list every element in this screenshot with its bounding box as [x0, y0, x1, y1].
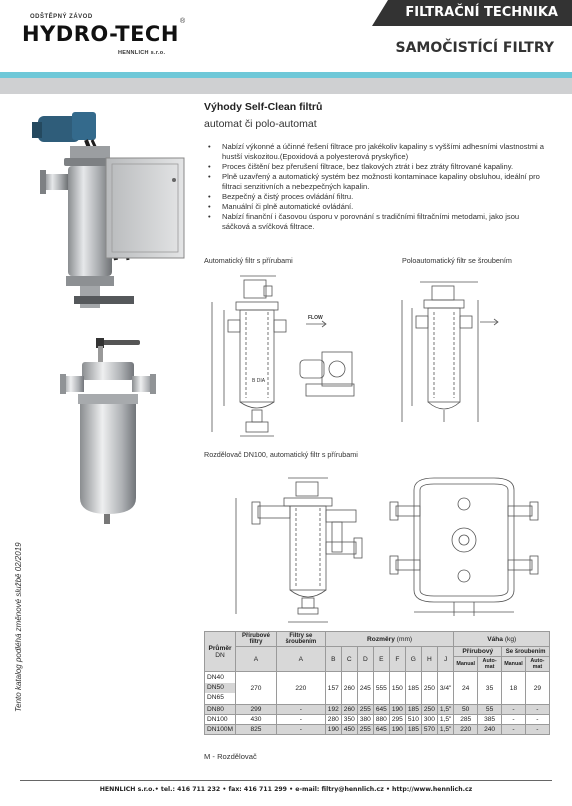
table-cell: DN100	[205, 715, 236, 725]
logo-company: HENNLICH s.r.o.	[118, 50, 166, 56]
table-cell: 50	[454, 705, 478, 715]
table-cell: -	[502, 705, 526, 715]
table-cell: 24	[454, 672, 478, 705]
table-cell: 185	[405, 672, 421, 705]
table-cell: 18	[502, 672, 526, 705]
table-cell: DN100M	[205, 725, 236, 735]
table-cell: 1,5"	[437, 715, 454, 725]
table-cell: 255	[357, 705, 373, 715]
header-prumer: Průměr	[208, 644, 232, 652]
table-cell: 280	[325, 715, 341, 725]
dn-value: DN40	[207, 674, 224, 681]
list-item: • Bezpečný a čistý proces ovládání filtru.	[208, 192, 548, 202]
list-item: • Nabízí výkonné a účinné řešení filtrace pro jakékoliv kapaliny s vyššími adhesními vlastnostmi a hustší viskozitou.(Epoxidová a polyesterová pryskyřice)	[208, 142, 548, 162]
header-dim: H	[421, 647, 437, 672]
table-cell: -	[525, 715, 549, 725]
header-dim: C	[341, 647, 357, 672]
caption-manifold: Rozdělovač DN100, automatický filtr s přírubami	[204, 450, 358, 459]
dimensions-table	[204, 631, 550, 735]
header-dim: J	[437, 647, 454, 672]
caption-automatic-filter: Automatický filtr s přírubami	[204, 256, 293, 265]
header-weight	[454, 632, 550, 647]
table-cell: 250	[421, 705, 437, 715]
manifold-note: M - Rozdělovač	[204, 752, 257, 761]
table-cell: -	[276, 725, 325, 735]
table-cell: 510	[405, 715, 421, 725]
table-cell: 220	[276, 672, 325, 705]
header-dim: E	[373, 647, 389, 672]
table-cell: 570	[421, 725, 437, 735]
table-cell: -	[525, 705, 549, 715]
table-cell: 185	[405, 725, 421, 735]
table-cell: 245	[357, 672, 373, 705]
table-cell: -	[276, 705, 325, 715]
list-item: • Manuální či plně automatické ovládání.	[208, 202, 548, 212]
table-cell: -	[502, 725, 526, 735]
header-flanged-filters: Přírubové filtry	[236, 632, 277, 647]
table-cell: 1,5"	[437, 725, 454, 735]
table-row	[205, 715, 550, 725]
table-cell: 260	[341, 705, 357, 715]
header-dimensions	[325, 632, 454, 647]
flow-label: FLOW	[308, 315, 323, 321]
page-title: SAMOČISTÍCÍ FILTRY	[395, 40, 554, 56]
dimensions-label: Rozměry	[367, 635, 395, 643]
table-cell: -	[525, 725, 549, 735]
semi-automatic-filter-drawing	[394, 272, 504, 442]
list-item: • Plně uzavřený a automatický systém bez možnosti kontaminace kapaliny obsluhou, ideální pro filtraci senzitivních a nebezpečných kapalin.	[208, 172, 548, 192]
table-cell: 260	[341, 672, 357, 705]
registered-mark: ®	[180, 18, 186, 25]
table-cell: 190	[325, 725, 341, 735]
header-automat: Auto-mat	[525, 657, 549, 672]
table-row	[205, 705, 550, 715]
logo-subtitle: ODŠTĚPNÝ ZÁVOD	[30, 14, 93, 20]
table-cell: 295	[389, 715, 405, 725]
catalog-revision-note: Tento katalog podléhá změnové službě 02/2019	[14, 542, 23, 712]
manifold-front-drawing	[228, 472, 378, 632]
header-dim: G	[405, 647, 421, 672]
table-cell: 285	[454, 715, 478, 725]
table-cell: 430	[236, 715, 277, 725]
caption-semi-automatic-filter: Poloautomatický filtr se šroubením	[402, 256, 512, 265]
diameter-label: B DIA	[252, 378, 266, 384]
table-cell: 350	[341, 715, 357, 725]
table-header	[205, 632, 236, 672]
table-cell: 555	[373, 672, 389, 705]
table-cell: 300	[421, 715, 437, 725]
list-item: • Nabízí finanční i časovou úsporu v porovnání s tradičními filtračními metodami, jako jsou sáčková a svíčková filtrace.	[208, 212, 548, 232]
table-cell: 385	[477, 715, 501, 725]
hydro-tech-logo	[22, 14, 192, 58]
manifold-side-drawing	[384, 470, 544, 620]
table-cell: 150	[389, 672, 405, 705]
header-gray-band	[0, 78, 572, 94]
table-cell: 645	[373, 725, 389, 735]
header-dim: B	[325, 647, 341, 672]
table-cell: 270	[236, 672, 277, 705]
footer-divider	[20, 780, 552, 781]
table-cell: 157	[325, 672, 341, 705]
header-a-threaded: A	[276, 647, 325, 672]
header-manual: Manual	[502, 657, 526, 672]
table-cell: 190	[389, 705, 405, 715]
header-dim: D	[357, 647, 373, 672]
table-row	[205, 672, 550, 705]
table-cell: 825	[236, 725, 277, 735]
list-item: • Proces čištění bez přerušení filtrace, bez tlakových ztrát i bez ztráty filtrované kapaliny.	[208, 162, 548, 172]
table-cell: DN80	[205, 705, 236, 715]
table-cell: 35	[477, 672, 501, 705]
weight-unit: (kg)	[504, 635, 517, 643]
semi-automatic-filter-photo	[58, 338, 168, 528]
benefits-list	[208, 142, 548, 232]
header-threaded-weight: Se šroubením	[502, 647, 550, 657]
automatic-filter-drawing	[206, 272, 376, 442]
logo-wordmark: HYDRO-TECH	[22, 22, 179, 46]
dn-value: DN65	[207, 694, 224, 701]
table-cell: 255	[357, 725, 373, 735]
table-cell: 192	[325, 705, 341, 715]
table-cell: 190	[389, 725, 405, 735]
benefits-subheading: automat či polo-automat	[204, 118, 317, 130]
table-cell: 880	[373, 715, 389, 725]
table-cell: 29	[525, 672, 549, 705]
header-dn: DN	[215, 651, 225, 659]
header-a-flanged: A	[236, 647, 277, 672]
automatic-filter-photo	[28, 110, 198, 320]
table-cell: 645	[373, 705, 389, 715]
table-cell: 1,5"	[437, 705, 454, 715]
benefits-heading: Výhody Self-Clean filtrů	[204, 101, 323, 113]
table-cell: 3/4"	[437, 672, 454, 705]
table-cell: 220	[454, 725, 478, 735]
table-cell: 299	[236, 705, 277, 715]
header-dim: F	[389, 647, 405, 672]
table-cell: 55	[477, 705, 501, 715]
dn-value: DN50	[205, 683, 235, 693]
table-cell: -	[276, 715, 325, 725]
table-row	[205, 725, 550, 735]
table-cell	[205, 672, 236, 705]
category-banner-title: FILTRAČNÍ TECHNIKA	[405, 5, 558, 20]
header-threaded-filters: Filtry se šroubením	[276, 632, 325, 647]
footer-contact: HENNLICH s.r.o.• tel.: 416 711 232 • fax: 416 711 299 • e-mail: filtry@hennlich.cz • http://www.hennlich.cz	[99, 786, 473, 793]
table-cell: 250	[421, 672, 437, 705]
table-cell: -	[502, 715, 526, 725]
header-manual: Manual	[454, 657, 478, 672]
weight-label: Váha	[487, 635, 503, 643]
table-cell: 450	[341, 725, 357, 735]
table-cell: 380	[357, 715, 373, 725]
table-cell: 240	[477, 725, 501, 735]
dimensions-unit: (mm)	[396, 635, 413, 643]
table-cell: 185	[405, 705, 421, 715]
header-flanged-weight: Přírubový	[454, 647, 502, 657]
header-automat: Auto-mat	[477, 657, 501, 672]
